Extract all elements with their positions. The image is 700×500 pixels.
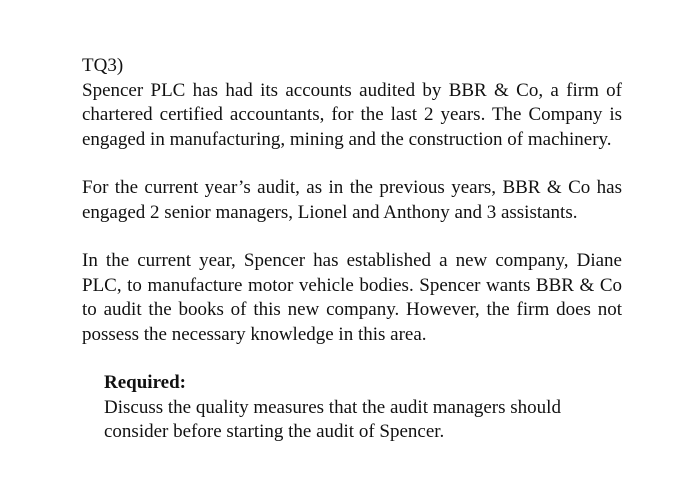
required-label: Required: xyxy=(104,372,186,393)
document-body xyxy=(82,54,622,445)
paragraph-2: For the current year’s audit, as in the previous years, BBR & Co has engaged 2 senior managers, Lionel and Anthony and 3 assistants. xyxy=(82,177,622,223)
required-section xyxy=(104,371,622,445)
paragraph-1: Spencer PLC has had its accounts audited by BBR & Co, a firm of chartered certified accountants, for the last 2 years. The Company is engaged in manufacturing, mining and the construction of machinery. xyxy=(82,79,622,150)
required-text: Discuss the quality measures that the audit managers should consider before starting the audit of Spencer. xyxy=(104,396,561,442)
paragraph-3: In the current year, Spencer has established a new company, Diane PLC, to manufacture motor vehicle bodies. Spencer wants BBR & Co to audit the books of this new company. However, the firm does not possess the necessary knowledge in this area. xyxy=(82,250,622,345)
question-label: TQ3) xyxy=(82,55,124,76)
